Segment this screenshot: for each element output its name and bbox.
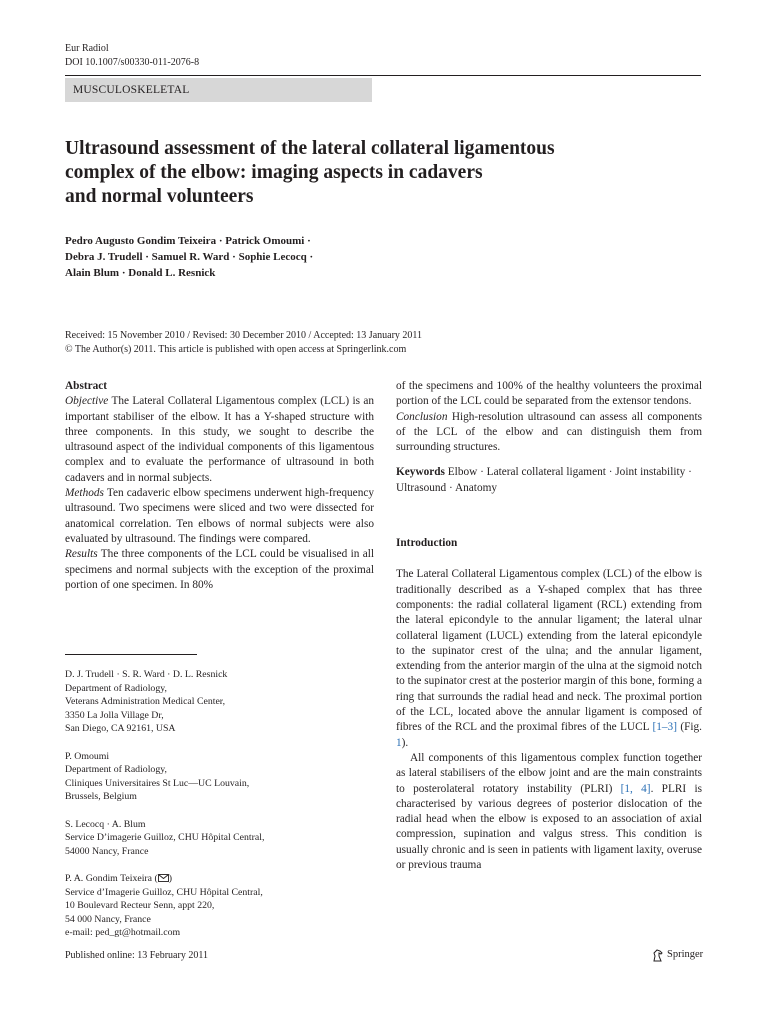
author-line: Pedro Augusto Gondim Teixeira · Patrick Omoumi ·	[65, 235, 311, 247]
intro-p1-text: The Lateral Collateral Ligamentous complex (LCL) of the elbow is traditionally described as a Y-shaped complex that has three components: the radial collateral ligament (RCL) extending from the lateral epicondyle to the annular ligament; the lateral ulnar collateral ligament (LUCL) extending from the lateral epicondyle to the supinator crest of the ulna; and the annular ligament, extending from the anterior margin of the ulna at the sigmoid notch to the supinator crest at the posterior margin of this bone, forming a ring that surrounds the radial head and neck. The proximal portion of the LCL, located above the annular ligament is composed of fibres of the RCL and the proximal fibres of the LUCL	[396, 568, 702, 734]
corresponding-name-end: )	[168, 873, 173, 884]
journal-name: Eur Radiol	[65, 43, 109, 54]
email-line[interactable]: e-mail: ped_gt@hotmail.com	[65, 927, 181, 938]
intro-p2-rest: . PLRI is characterised by various degrees of posterior dislocation of the radial head when the elbow is exposed to an association of axial compression, supination and valgus stress. This condition is usually chronic and is seen in patients with ligament laxity, overuse or previous trauma	[396, 782, 702, 872]
affiliation-line: 54 000 Nancy, France	[65, 913, 151, 925]
figure-link[interactable]: 1	[396, 736, 402, 749]
corresponding-author	[65, 872, 375, 940]
left-column	[65, 379, 374, 593]
doi: DOI 10.1007/s00330-011-2076-8	[65, 57, 200, 68]
affiliation-line: Cliniques Universitaires St Luc—UC Louvain,	[65, 777, 250, 789]
abstract-objective	[65, 394, 374, 486]
intro-p1-end: ).	[401, 736, 409, 749]
publisher-name: Springer	[667, 949, 704, 960]
conclusion-label: Conclusion	[396, 410, 448, 423]
keywords-label: Keywords	[396, 466, 445, 479]
results-label: Results	[65, 548, 98, 561]
intro-paragraph-2	[396, 751, 702, 873]
history-dates: Received: 15 November 2010 / Revised: 30 December 2010 / Accepted: 13 January 2011	[65, 330, 423, 341]
affiliation-line: Service d’Imagerie Guilloz, CHU Hôpital Central,	[65, 886, 263, 898]
corresponding-name	[65, 872, 375, 886]
affiliation-block	[65, 818, 375, 859]
methods-text: Ten cadaveric elbow specimens underwent high-frequency ultrasound. Two specimens were sliced and two were dissected for anatomical correlation. Ten elbows of normal subjects were also evaluated by ultrasound. The findings were compared.	[65, 487, 375, 545]
section-label: MUSCULOSKELETAL	[65, 78, 372, 102]
footnote-rule	[65, 654, 197, 655]
affiliation-line: Veterans Administration Medical Center,	[65, 696, 226, 707]
methods-label: Methods	[65, 487, 104, 500]
affiliation-line: 54000 Nancy, France	[65, 845, 149, 857]
springer-horse-icon	[652, 949, 664, 962]
affiliation-line: 10 Boulevard Recteur Senn, appt 220,	[65, 900, 215, 911]
affiliation-line: Brussels, Belgium	[65, 791, 137, 802]
publisher-logo	[652, 948, 703, 962]
citation-link[interactable]: [1–3]	[652, 721, 677, 734]
affiliation-block	[65, 750, 375, 804]
author-line: Debra J. Trudell · Samuel R. Ward · Sophie Lecocq ·	[65, 251, 314, 263]
affiliation-line: 3350 La Jolla Village Dr,	[65, 709, 164, 721]
affiliation-authors: S. Lecocq · A. Blum	[65, 818, 146, 830]
affiliation-line: San Diego, CA 92161, USA	[65, 723, 176, 734]
article-history	[65, 329, 705, 357]
intro-paragraph-1	[396, 567, 702, 751]
conclusion-text: High-resolution ultrasound can assess all components of the LCL of the elbow and can distinguish them from surrounding structures.	[396, 410, 702, 454]
author-line: Alain Blum · Donald L. Resnick	[65, 267, 216, 279]
intro-p1-mid: (Fig.	[676, 721, 702, 734]
intro-p2-start: All components of this ligamentous complex function together as lateral stabilisers of the elbow joint and are the main constraints to posterolateral rotatory instability (PLRI)	[396, 751, 702, 795]
corresponding-name-text: P. A. Gondim Teixeira (	[65, 873, 158, 884]
objective-text: The Lateral Collateral Ligamentous complex (LCL) is an important stabiliser of the elbow. It has a Y-shaped structure with three components. In this study, we sought to describe the ultrasound aspect of the individual components of this ligamentous complex and to evaluate the performance of ultrasound in both cadavers and in normal subjects.	[65, 395, 375, 484]
title-line: Ultrasound assessment of the lateral collateral ligamentous	[65, 138, 555, 159]
citation-link[interactable]: [1, 4]	[620, 782, 651, 795]
affiliation-line: Department of Radiology,	[65, 764, 167, 775]
results-text: The three components of the LCL could be visualised in all specimens and normal subjects with the exception of the proximal portion of one specimen. In 80%	[65, 548, 375, 591]
article-title	[65, 137, 685, 209]
abstract-methods	[65, 486, 374, 547]
affiliations	[65, 668, 375, 954]
header-rule	[65, 75, 701, 76]
abstract-conclusion	[396, 410, 702, 456]
right-column	[396, 379, 702, 873]
title-line: complex of the elbow: imaging aspects in cadavers	[65, 162, 483, 183]
published-online: Published online: 13 February 2011	[65, 950, 208, 961]
affiliation-line: Service D’imagerie Guilloz, CHU Hôpital Central,	[65, 832, 265, 843]
abstract-heading: Abstract	[65, 380, 108, 392]
introduction-heading: Introduction	[396, 537, 458, 550]
author-list	[65, 233, 465, 281]
affiliation-authors: D. J. Trudell · S. R. Ward · D. L. Resnick	[65, 669, 228, 680]
keywords-text: Elbow · Lateral collateral ligament · Joint instability · Ultrasound · Anatomy	[396, 466, 692, 494]
abstract-results	[65, 547, 374, 593]
title-line: and normal volunteers	[65, 186, 254, 207]
results-continued: of the specimens and 100% of the healthy volunteers the proximal portion of the LCL could be separated from the extensor tendons.	[396, 380, 702, 408]
objective-label: Objective	[65, 395, 109, 408]
envelope-icon	[158, 874, 169, 882]
affiliation-line: Department of Radiology,	[65, 682, 167, 694]
journal-header	[65, 42, 199, 70]
affiliation-authors: P. Omoumi	[65, 750, 110, 762]
affiliation-block	[65, 668, 375, 736]
license-note: © The Author(s) 2011. This article is published with open access at Springerlink.com	[65, 344, 407, 355]
keywords	[396, 465, 702, 496]
